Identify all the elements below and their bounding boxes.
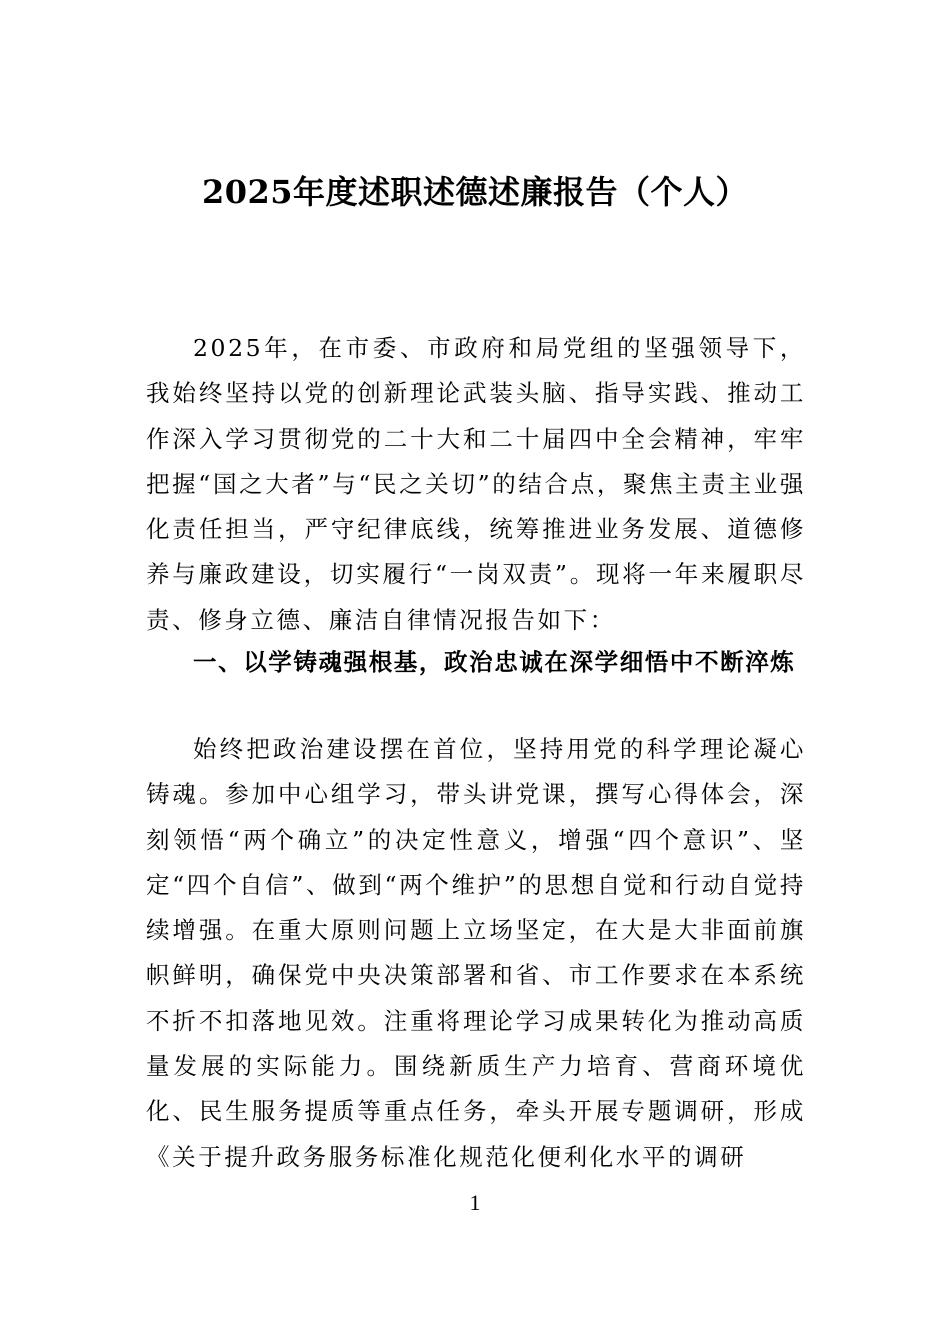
- document-title: 2025年度述职述德述廉报告（个人）: [201, 173, 749, 211]
- section-one-paragraph: 始终把政治建设摆在首位，坚持用党的科学理论凝心铸魂。参加中心组学习，带头讲党课，撰写心得体会，深刻领悟“两个确立”的决定性意义，增强“四个意识”、坚定“四个自信”、做到“两个维护”的思想自觉和行动自觉持续增强。在重大原则问题上立场坚定，在大是大非面前旗帜鲜明，确保党中央决策部署和省、市工作要求在本系统不折不扣落地见效。注重将理论学习成果转化为推动高质量发展的实际能力。围绕新质生产力培育、营商环境优化、民生服务提质等重点任务，牵头开展专题调研，形成《关于提升政务服务标准化规范化便利化水平的调研: [146, 735, 806, 1171]
- intro-paragraph: 2025年，在市委、市政府和局党组的坚强领导下，我始终坚持以党的创新理论武装头脑、指导实践、推动工作深入学习贯彻党的二十大和二十届四中全会精神，牢牢把握“国之大者”与“民之关切”的结合点，聚焦主责主业强化责任担当，严守纪律底线，统筹推进业务发展、道德修养与廉政建设，切实履行“一岗双责”。现将一年来履职尽责、修身立德、廉洁自律情况报告如下：: [146, 334, 806, 634]
- section-one-heading: 一、以学铸魂强根基，政治忠诚在深学细悟中不断淬炼: [193, 648, 796, 676]
- page-number: 1: [469, 1190, 481, 1215]
